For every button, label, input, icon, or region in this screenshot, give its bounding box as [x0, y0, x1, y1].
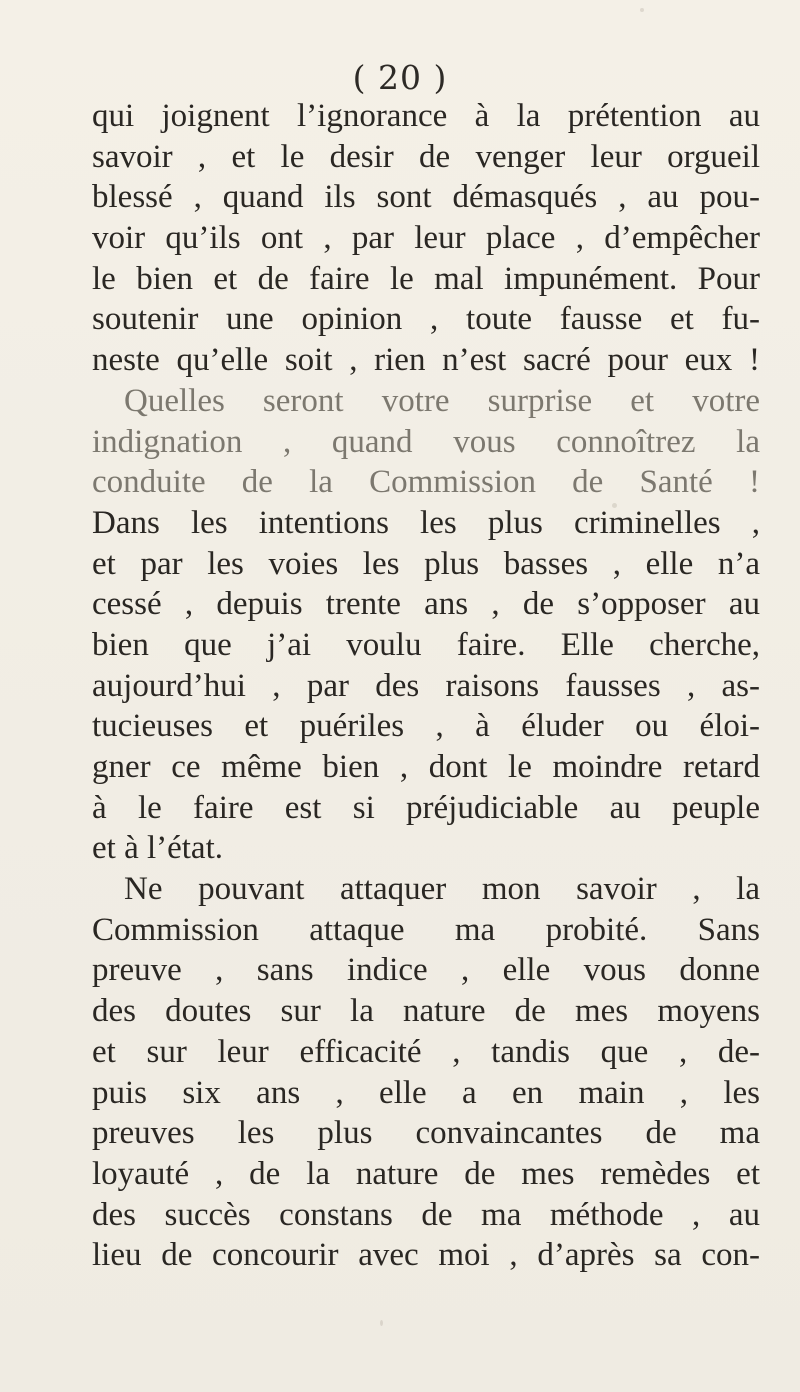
- text-line: conduite de la Commission de Santé !: [92, 464, 760, 501]
- text-line: Commission attaque ma probité. Sans: [92, 911, 760, 948]
- text-line: cessé , depuis trente ans , de s’opposer au: [92, 586, 760, 623]
- text-line: bien que j’ai voulu faire. Elle cherche,: [92, 626, 760, 663]
- text-line: savoir , et le desir de venger leur orgueil: [92, 138, 760, 175]
- text-line: preuves les plus convaincantes de ma: [92, 1115, 760, 1152]
- text-line: loyauté , de la nature de mes remèdes et: [92, 1155, 760, 1192]
- text-line: des succès constans de ma méthode , au: [92, 1196, 760, 1233]
- text-line: preuve , sans indice , elle vous donne: [92, 952, 760, 989]
- text-line: tucieuses et puériles , à éluder ou éloi-: [92, 708, 760, 745]
- text-line: Ne pouvant attaquer mon savoir , la: [124, 871, 760, 908]
- text-line: Quelles seront votre surprise et votre: [124, 382, 760, 419]
- text-line: indignation , quand vous connoîtrez la: [92, 423, 760, 460]
- paper-spot: [640, 8, 644, 12]
- text-line: et par les voies les plus basses , elle n’a: [92, 545, 760, 582]
- text-line: le bien et de faire le mal impunément. Pour: [92, 260, 760, 297]
- page-number: ( 20 ): [352, 58, 448, 97]
- text-line: lieu de concourir avec moi , d’après sa con-: [92, 1237, 760, 1274]
- text-line: qui joignent l’ignorance à la prétention au: [92, 98, 760, 134]
- text-line: et sur leur efficacité , tandis que , de-: [92, 1033, 760, 1070]
- text-line: blessé , quand ils sont démasqués , au pou-: [92, 179, 760, 216]
- text-line: soutenir une opinion , toute fausse et fu-: [92, 301, 760, 338]
- text-line: Dans les intentions les plus criminelles ,: [92, 504, 760, 541]
- text-line: aujourd’hui , par des raisons fausses , as-: [92, 667, 760, 704]
- text-line: voir qu’ils ont , par leur place , d’empêcher: [92, 220, 760, 257]
- text-line: gner ce même bien , dont le moindre retard: [92, 749, 760, 785]
- text-line: puis six ans , elle a en main , les: [92, 1074, 760, 1111]
- text-line: et à l’état.: [92, 830, 224, 867]
- text-line: des doutes sur la nature de mes moyens: [92, 993, 760, 1030]
- body-text: [92, 96, 760, 1276]
- paper-spot: [380, 1320, 383, 1326]
- text-line: neste qu’elle soit , rien n’est sacré pour eux !: [92, 342, 760, 379]
- text-line: à le faire est si préjudiciable au peuple: [92, 789, 760, 826]
